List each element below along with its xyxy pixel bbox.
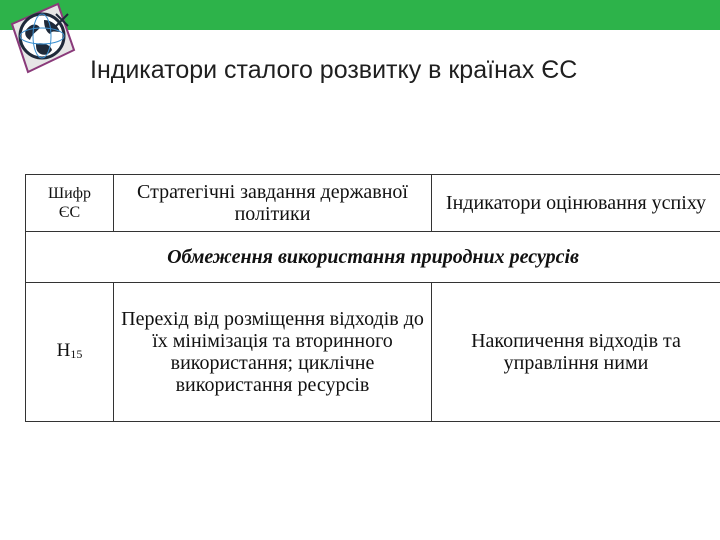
section-title: Обмеження використання природних ресурсів	[26, 232, 720, 283]
slide-title: Індикатори сталого розвитку в країнах ЄС	[90, 56, 578, 84]
indicators-table	[25, 174, 720, 422]
header-indicators: Індикатори оцінювання успіху	[432, 175, 720, 232]
header-code-line2: ЄС	[58, 204, 81, 221]
table-header-row	[26, 175, 720, 232]
top-accent-bar	[0, 0, 720, 30]
section-row	[26, 232, 720, 283]
globe-icon	[6, 2, 78, 74]
header-code	[26, 175, 114, 232]
row-code-main: Н	[56, 339, 71, 361]
header-tasks: Стратегічні завдання державної політики	[114, 175, 432, 232]
row-indicator: Накопичення відходів та управління ними	[432, 283, 720, 422]
row-code	[26, 283, 114, 422]
table-row	[26, 283, 720, 422]
row-task: Перехід від розміщення відходів до їх мінімізація та вторинного використання; циклічне використання ресурсів	[114, 283, 432, 422]
row-code-sub: 15	[70, 346, 83, 361]
header-code-line1: Шифр	[47, 185, 92, 202]
